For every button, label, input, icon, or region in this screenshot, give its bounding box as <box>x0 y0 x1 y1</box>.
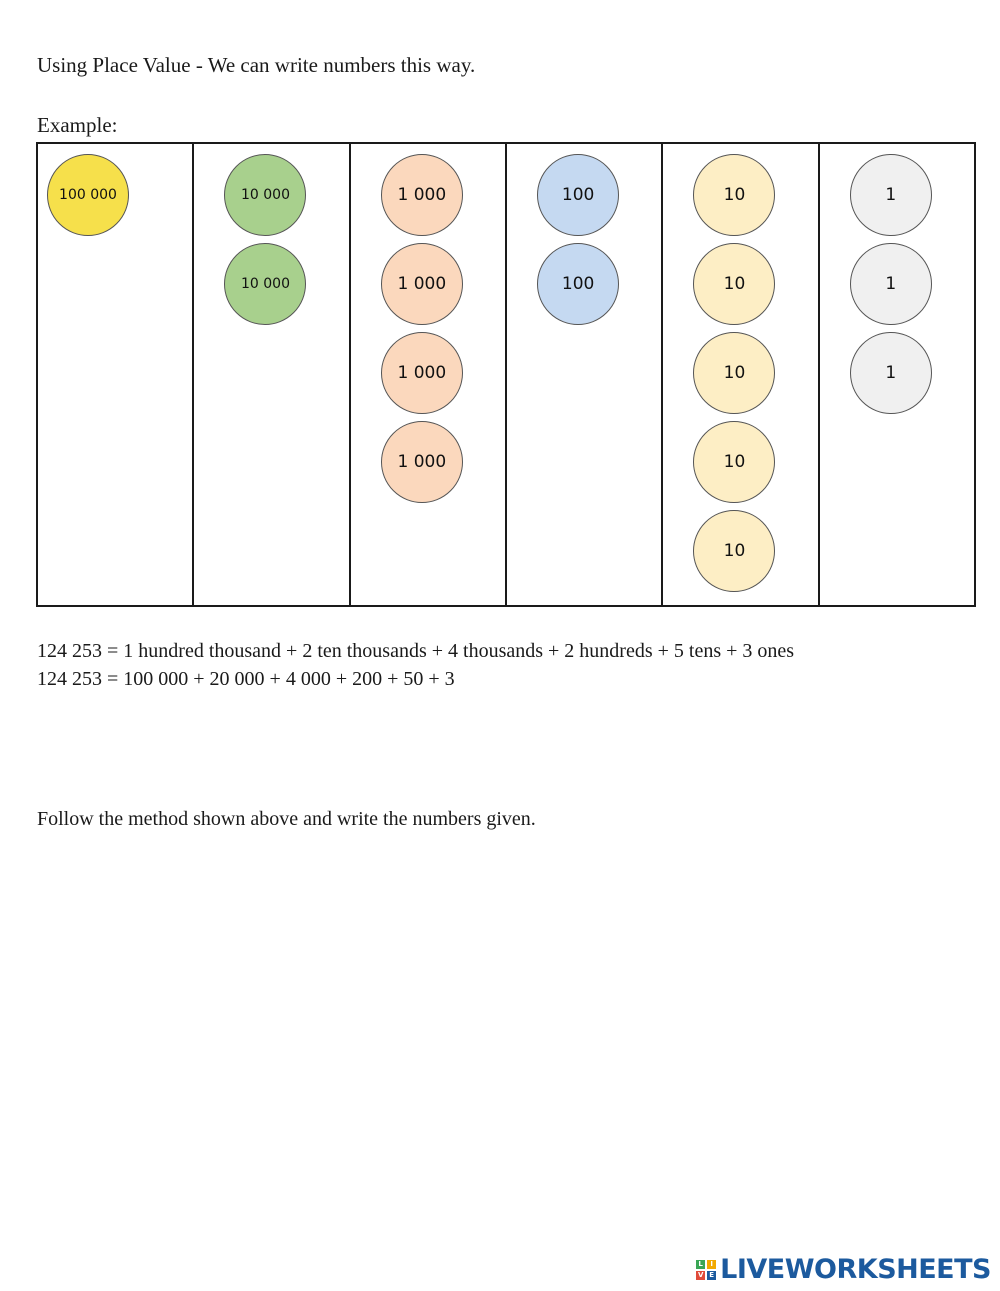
logo-mark-letter: E <box>707 1271 716 1280</box>
place-value-disc: 10 <box>693 332 775 414</box>
place-value-disc: 10 <box>693 243 775 325</box>
place-value-disc: 1 <box>850 154 932 236</box>
liveworksheets-logo <box>696 1256 991 1283</box>
disc-stack <box>507 154 661 332</box>
equation-numbers: 124 253 = 100 000 + 20 000 + 4 000 + 200 + 50 + 3 <box>37 668 455 690</box>
logo-mark-letter: I <box>707 1260 716 1269</box>
place-value-disc: 10 000 <box>224 243 306 325</box>
place-value-disc: 100 <box>537 154 619 236</box>
intro-text: Using Place Value - We can write numbers this way. <box>37 53 476 77</box>
column-thousands <box>351 144 507 605</box>
logo-text: LIVEWORKSHEETS <box>720 1254 991 1285</box>
column-hundred-thousands <box>38 144 194 605</box>
example-label: Example: <box>37 113 118 137</box>
logo-mark-icon <box>696 1260 716 1280</box>
disc-stack <box>820 154 974 421</box>
instructions-text: Follow the method shown above and write the numbers given. <box>37 808 536 830</box>
place-value-disc: 1 <box>850 332 932 414</box>
place-value-disc: 10 <box>693 510 775 592</box>
place-value-disc: 1 000 <box>381 154 463 236</box>
place-value-disc: 10 000 <box>224 154 306 236</box>
place-value-disc: 100 <box>537 243 619 325</box>
disc-stack <box>663 154 817 599</box>
logo-mark-letter: L <box>696 1260 705 1269</box>
column-ones <box>820 144 974 605</box>
place-value-disc: 1 000 <box>381 421 463 503</box>
column-hundreds <box>507 144 663 605</box>
place-value-disc: 1 000 <box>381 332 463 414</box>
place-value-disc: 10 <box>693 154 775 236</box>
place-value-disc: 10 <box>693 421 775 503</box>
place-value-disc: 1 000 <box>381 243 463 325</box>
column-tens <box>663 144 819 605</box>
place-value-disc: 100 000 <box>47 154 129 236</box>
place-value-table <box>36 142 976 607</box>
column-ten-thousands <box>194 144 350 605</box>
equation-words: 124 253 = 1 hundred thousand + 2 ten thousands + 4 thousands + 2 hundreds + 5 tens + 3 ones <box>37 640 795 662</box>
disc-stack <box>194 154 348 332</box>
logo-mark-letter: V <box>697 1270 704 1279</box>
place-value-disc: 1 <box>850 243 932 325</box>
disc-stack <box>351 154 505 510</box>
disc-stack <box>38 154 192 243</box>
